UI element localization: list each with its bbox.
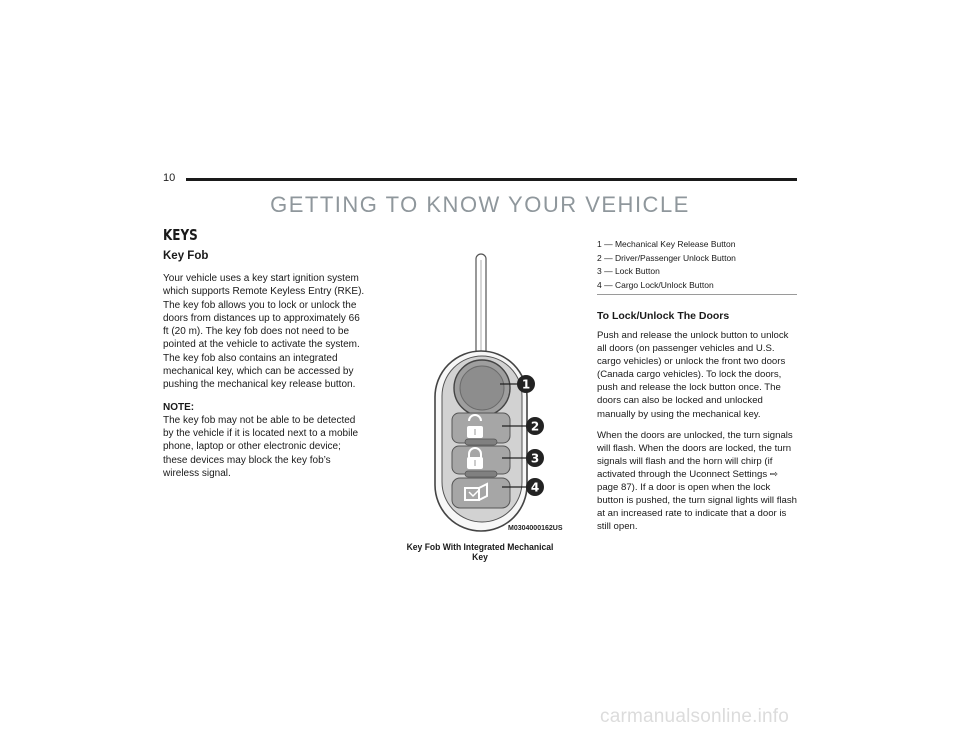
legend-item: 4 — Cargo Lock/Unlock Button xyxy=(597,279,714,290)
key-fob-heading: Key Fob xyxy=(163,250,209,262)
legend-item: 2 — Driver/Passenger Unlock Button xyxy=(597,252,736,263)
page-number: 10 xyxy=(163,172,176,184)
lock-unlock-paragraph-1: Push and release the unlock button to unlock all doors (on passenger vehicles and U.S. cargo vehicles) or unlock the front two doors (Canada cargo vehicles). To lock the doors, push and release the lock button once. The doors can also be locked and unlocked manually by using the mechanical key. xyxy=(597,330,789,420)
figure-code: M0304000162US xyxy=(508,525,563,532)
lock-button-icon xyxy=(452,446,510,474)
callout-1: 1 xyxy=(521,377,531,392)
key-fob-section xyxy=(163,250,368,489)
legend-item: 1 — Mechanical Key Release Button xyxy=(597,239,736,249)
watermark: carmanualsonline.info xyxy=(600,706,790,727)
header-rule xyxy=(186,178,797,181)
key-fob-illustration xyxy=(395,248,565,558)
cargo-button-icon xyxy=(452,478,510,508)
key-fob-paragraph: Your vehicle uses a key start ignition system which supports Remote Keyless Entry (RKE). The key fob allows you to lock or unlock the doors from distances up to approximately 66 ft (20 m). The key fob does not need to be pointed at the vehicle to activate the system. The key fob also contains an integrated mechanical key, which can be accessed by pushing the mechanical key release button. xyxy=(163,273,365,391)
note-label: NOTE: xyxy=(163,401,195,413)
legend-divider xyxy=(597,294,797,295)
section-heading: KEYS xyxy=(163,226,198,244)
unlock-button-icon xyxy=(452,413,510,443)
note-text: The key fob may not be able to be detected by the vehicle if it is located next to a mobile phone, laptop or other electronic device; these devices may block the key fob’s wireless signal. xyxy=(163,414,359,479)
callout-3: 3 xyxy=(530,451,540,466)
key-release-button-icon xyxy=(454,360,510,416)
separator-bar xyxy=(465,471,497,477)
lock-unlock-section xyxy=(597,310,797,541)
lock-unlock-heading: To Lock/Unlock The Doors xyxy=(597,310,730,322)
lock-unlock-paragraph-2: When the doors are unlocked, the turn signals will flash. When the doors are locked, the turn signals will flash and the horn will chirp (if activated through the Uconnect Settings ⇨ page 87). If a door is open when the lock button is pushed, the turn signal lights will flash at an increased rate to indicate that a door is still open. xyxy=(597,429,797,533)
separator-bar xyxy=(465,439,497,445)
chapter-title: GETTING TO KNOW YOUR VEHICLE xyxy=(270,192,690,217)
callout-4: 4 xyxy=(530,480,540,495)
figure-caption: Key Fob With Integrated Mechanical Key xyxy=(406,542,554,562)
callout-2: 2 xyxy=(530,419,540,434)
callout-legend xyxy=(597,238,797,295)
legend-item: 3 — Lock Button xyxy=(597,266,660,276)
